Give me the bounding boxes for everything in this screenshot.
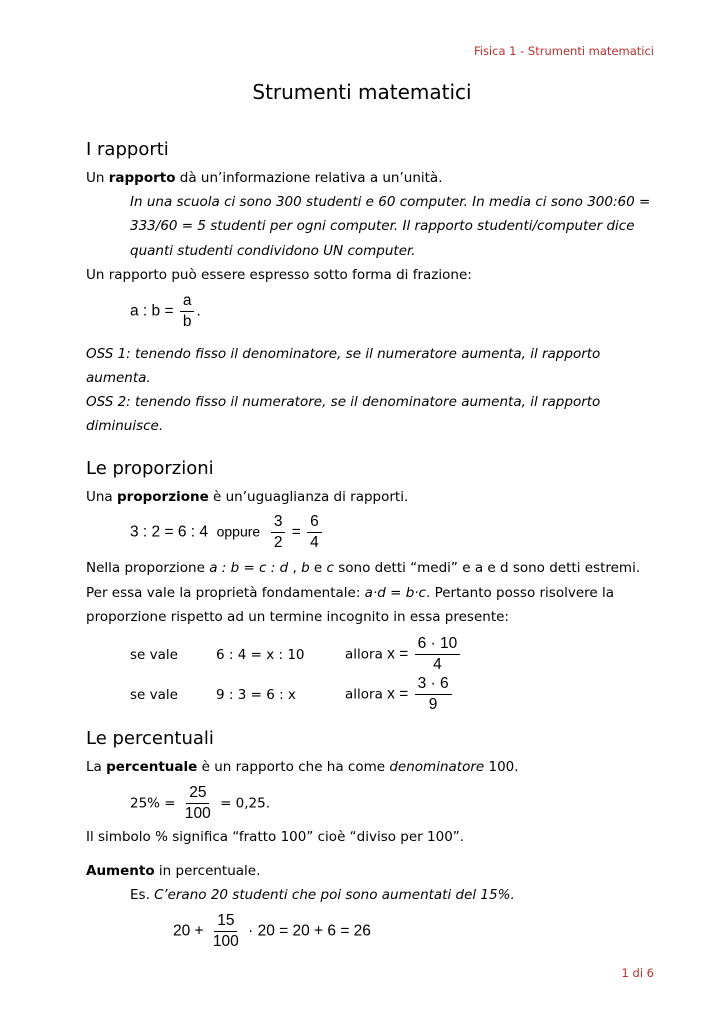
rapporti-example-line-1: In una scuola ci sono 300 studenti e 60 computer. In media ci sono 300:60 = bbox=[130, 194, 651, 210]
section-heading-percentuali: Le percentuali bbox=[86, 728, 214, 749]
proporzioni-formula: 3 : 2 = 6 : 4 oppure $\frac{3}{2}$ = $\frac{6}{4}$ bbox=[130, 513, 324, 552]
proporzioni-row-2: se vale 9 : 3 = 6 : x allora x = $\frac{3 \cdot 6}{9}$ bbox=[130, 675, 454, 714]
oss2-line-2: diminuisce. bbox=[86, 418, 164, 434]
aumento-heading: Aumento in percentuale. bbox=[86, 863, 261, 879]
section-heading-proporzioni: Le proporzioni bbox=[86, 458, 214, 479]
proporzioni-line-3: proporzione rispetto ad un termine incognito in essa presente: bbox=[86, 609, 509, 625]
aumento-calculation: 20 + $\frac{15}{100}$ · 20 = 20 + 6 = 26 bbox=[173, 912, 371, 950]
percentuali-symbol-line: Il simbolo % significa “fratto 100” cioè “diviso per 100”. bbox=[86, 829, 465, 845]
proporzioni-medi-estremi: Nella proporzione a : b = c : d , b e c sono detti “medi” e a e d sono detti estremi. bbox=[86, 560, 641, 576]
oss2-line-1: OSS 2: tenendo fisso il numeratore, se il denominatore aumenta, il rapporto bbox=[86, 394, 601, 410]
proporzioni-intro: Una proporzione è un’uguaglianza di rapporti. bbox=[86, 489, 409, 505]
rapporti-example-line-2: 333/60 = 5 studenti per ogni computer. Il rapporto studenti/computer dice bbox=[130, 218, 635, 234]
rapporti-frac-intro: Un rapporto può essere espresso sotto forma di frazione: bbox=[86, 267, 472, 283]
page-header: Fisica 1 - Strumenti matematici bbox=[473, 44, 654, 58]
rapporti-example-line-3: quanti studenti condividono UN computer. bbox=[130, 243, 416, 259]
percentuali-intro: La percentuale è un rapporto che ha come denominatore 100. bbox=[86, 759, 519, 775]
proporzioni-row-1: se vale 6 : 4 = x : 10 allora x = $\frac{6 \cdot 10}{4}$ bbox=[130, 635, 462, 674]
percentuali-equation: 25% = $\frac{25}{100}$ = 0,25. bbox=[130, 784, 271, 822]
rapporti-intro: Un rapporto dà un’informazione relativa a un’unità. bbox=[86, 170, 443, 186]
oss1-line-2: aumenta. bbox=[86, 370, 151, 386]
oss1-line-1: OSS 1: tenendo fisso il denominatore, se il numeratore aumenta, il rapporto bbox=[86, 346, 601, 362]
page-number: 1 di 6 bbox=[621, 966, 654, 980]
proporzioni-proprieta: Per essa vale la proprietà fondamentale: a·d = b·c. Pertanto posso risolvere la bbox=[86, 585, 615, 601]
aumento-example: Es. C’erano 20 studenti che poi sono aumentati del 15%. bbox=[130, 887, 515, 903]
section-heading-rapporti: I rapporti bbox=[86, 139, 169, 160]
page-title: Strumenti matematici bbox=[252, 80, 472, 104]
rapporti-formula: a : b = $\frac{a}{b}$ . bbox=[130, 292, 201, 330]
